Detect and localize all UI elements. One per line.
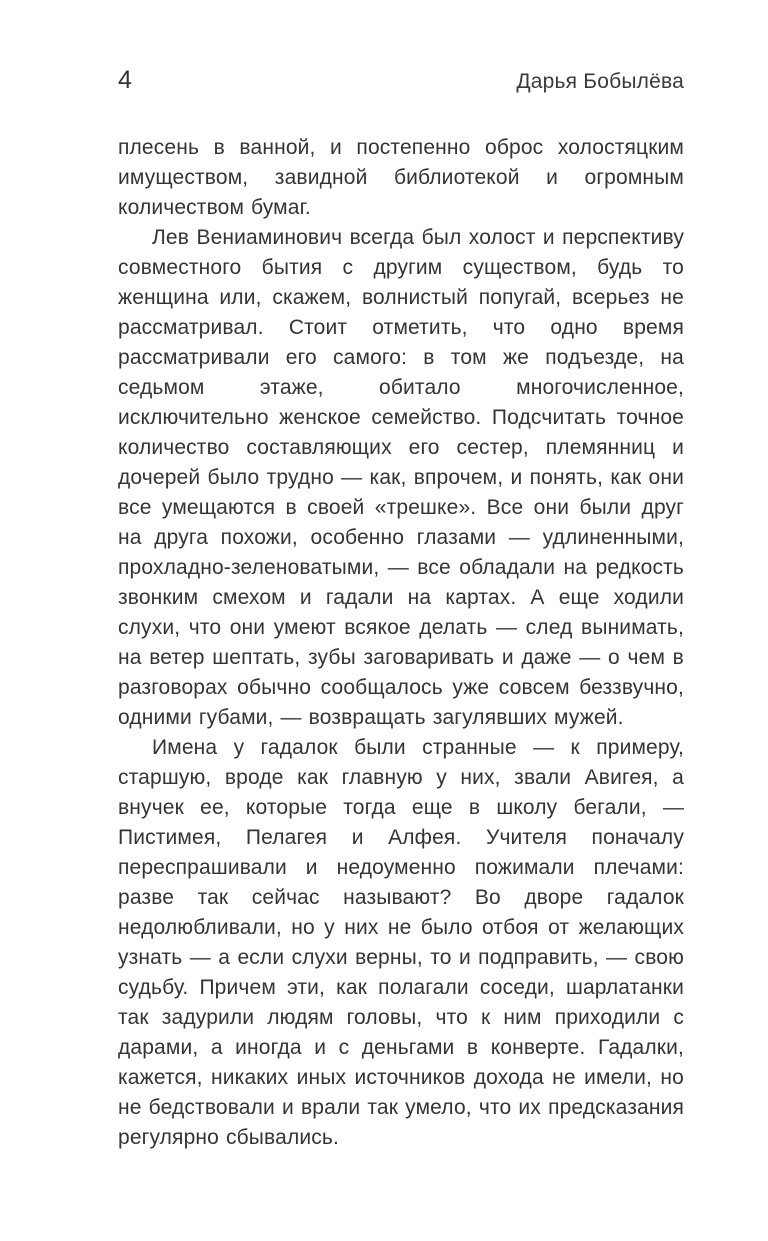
page-header — [118, 66, 684, 95]
author-name: Дарья Бобылёва — [516, 70, 684, 93]
page-number: 4 — [118, 66, 132, 94]
body-text — [118, 133, 684, 1153]
paragraph: плесень в ванной, и постепенно оброс холостяцким имуществом, завидной библиотекой и огромным количеством бумаг. — [118, 136, 684, 219]
paragraph: Лев Вениаминович всегда был холост и перспективу совместного бытия с другим существом, будь то женщина или, скажем, волнистый попугай, всерьез не рассматривал. Стоит отметить, что одно время рассматривали его самого: в том же подъезде, на седьмом этаже, обитало многочисленное, исключительно женское семейство. Подсчитать точное количество составляющих его сестер, племянниц и дочерей было трудно — как, впрочем, и понять, как они все умещаются в своей «трешке». Все они были друг на друга похожи, особенно глазами — удлиненными, прохладно-зеленоватыми, — все обладали на редкость звонким смехом и гадали на картах. А еще ходили слухи, что они умеют всякое делать — след вынимать, на ветер шептать, зубы заговаривать и даже — о чем в разговорах обычно сообщалось уже совсем беззвучно, одними губами, — возвращать загулявших мужей. — [118, 226, 684, 729]
paragraph: Имена у гадалок были странные — к примеру, старшую, вроде как главную у них, звали Авигея, а внучек ее, которые тогда еще в школу бегали, — Пистимея, Пелагея и Алфея. Учителя поначалу переспрашивали и недоуменно пожимали плечами: разве так сейчас называют? Во дворе гадалок недолюбливали, но у них не было отбоя от желающих узнать — а если слухи верны, то и подправить, — свою судьбу. Причем эти, как полагали соседи, шарлатанки так задурили людям головы, что к ним приходили с дарами, а иногда и с деньгами в конверте. Гадалки, кажется, никаких иных источников дохода не имели, но не бедствовали и врали так умело, что их предсказания регулярно сбывались. — [118, 736, 684, 1149]
